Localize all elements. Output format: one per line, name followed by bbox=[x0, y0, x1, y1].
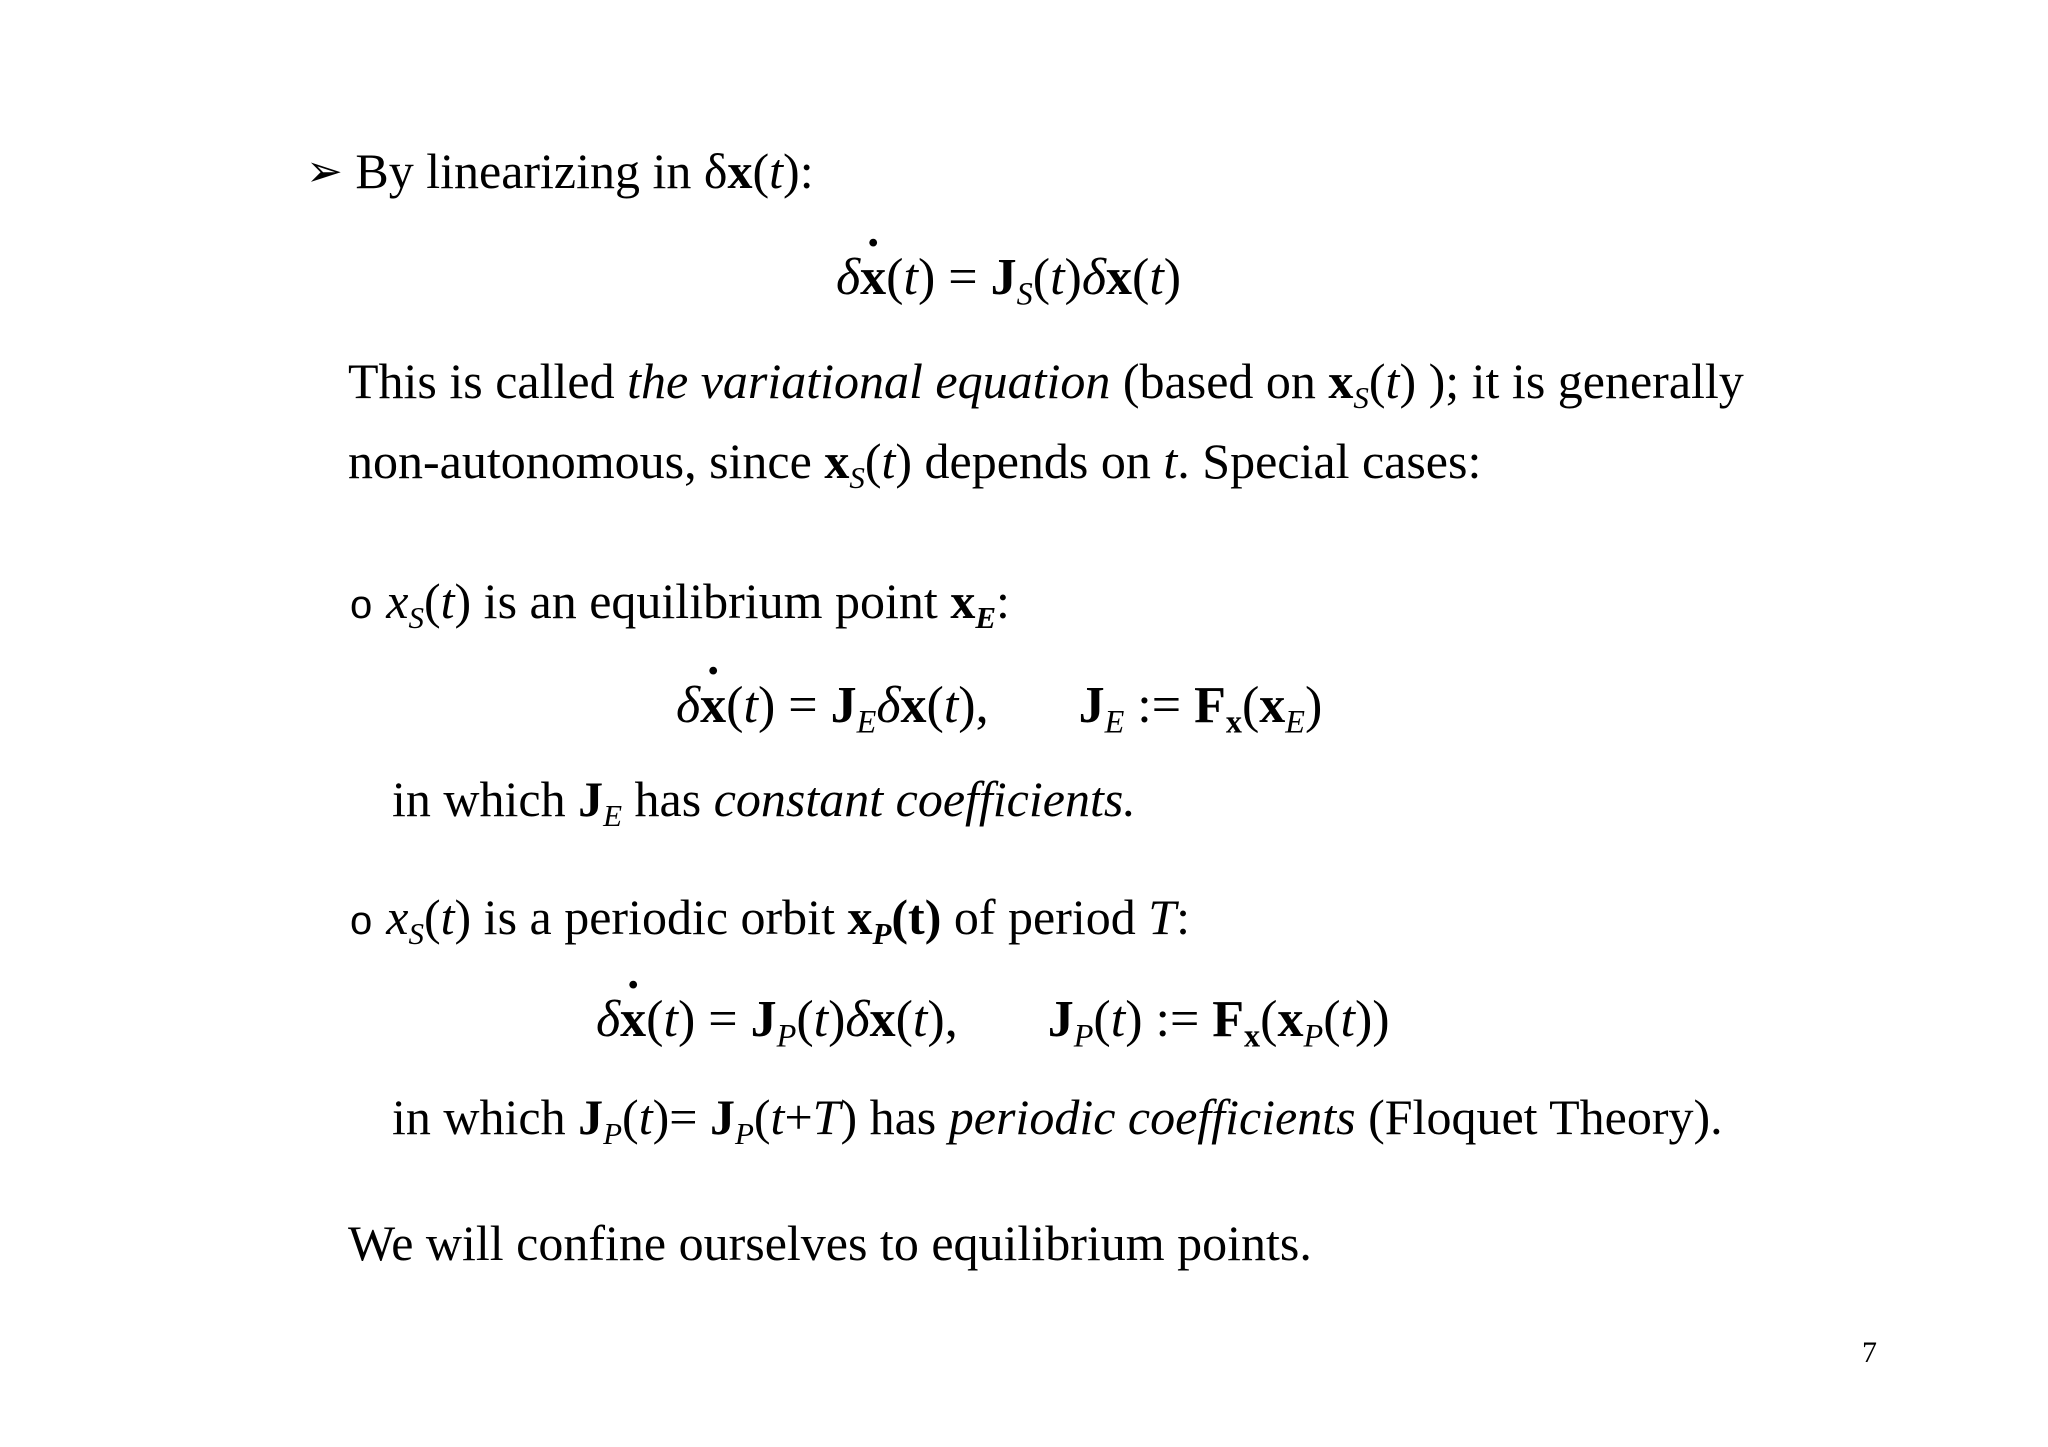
equilibrium-note-italic: constant coefficients. bbox=[713, 771, 1136, 827]
periodic-note-J2: J bbox=[709, 1089, 735, 1145]
periodic-note-a: in which bbox=[392, 1089, 579, 1145]
para1-text-c: ); it is generally bbox=[1416, 353, 1744, 409]
periodic-orbit-t: (t) bbox=[891, 889, 942, 945]
xs-of-t-inline-2: $x_S(t)$ bbox=[824, 433, 913, 495]
periodic-text-b: of period bbox=[941, 889, 1149, 945]
periodic-note-equals: )= bbox=[652, 1089, 710, 1145]
para1-text-a: This is called bbox=[348, 353, 628, 409]
periodic-note-plus: + bbox=[784, 1089, 813, 1145]
periodic-text-a: is a periodic orbit bbox=[471, 889, 848, 945]
periodic-note-T: T bbox=[812, 1089, 841, 1145]
circle-bullet-icon: o bbox=[350, 899, 373, 943]
case-periodic-line bbox=[350, 889, 1190, 951]
heading-line: ➢ By linearizing in δx(t): bbox=[306, 143, 814, 199]
periodic-note-sub1: P bbox=[603, 1115, 623, 1151]
case-equilibrium-line bbox=[350, 573, 1010, 635]
closing-line: We will confine ourselves to equilibrium points. bbox=[348, 1215, 1312, 1271]
periodic-note-end: (Floquet Theory). bbox=[1355, 1089, 1723, 1145]
equilibrium-note-a: in which bbox=[392, 771, 579, 827]
paragraph-line-1 bbox=[348, 353, 1744, 415]
arrow-bullet-icon: ➢ bbox=[306, 146, 343, 197]
equilibrium-text: is an equilibrium point bbox=[471, 573, 951, 629]
variational-equation: δx ˙(t) = $J_S(t)\delta x(t)$ bbox=[836, 252, 1181, 310]
periodic-note-t1: t bbox=[638, 1089, 653, 1145]
xs-of-t-periodic: $x_S(t)$ bbox=[386, 889, 472, 951]
page-number: 7 bbox=[1862, 1336, 1877, 1369]
periodic-period-T: T bbox=[1148, 889, 1177, 945]
equilibrium-point-sub: E bbox=[975, 599, 996, 635]
periodic-equation: δx ˙(t) = $J_P(t)\delta x(t)$, $J_P(t)$ := $Fx(x_P(t))$ bbox=[596, 994, 1390, 1052]
xs-of-t-inline: $x_S(t)$ bbox=[1328, 353, 1417, 415]
circle-bullet-icon: o bbox=[350, 583, 373, 627]
periodic-orbit-x: x bbox=[847, 889, 873, 945]
periodic-note-J1: J bbox=[578, 1089, 604, 1145]
periodic-note-sub2: P bbox=[734, 1115, 754, 1151]
heading-prefix: By linearizing in δ bbox=[355, 143, 728, 199]
paragraph-line-2 bbox=[348, 433, 1482, 495]
equilibrium-note-J: J bbox=[578, 771, 604, 827]
para1-line2-c: . Special cases: bbox=[1177, 433, 1482, 489]
para1-line2-b: depends on bbox=[912, 433, 1164, 489]
para1-line2-t: t bbox=[1163, 433, 1178, 489]
heading-suffix: ): bbox=[783, 143, 814, 199]
periodic-note-paren1: ( bbox=[622, 1089, 639, 1145]
periodic-note bbox=[392, 1089, 1723, 1151]
equilibrium-equation: δx ˙(t) = $J_E\delta x(t)$, $J_E$ := $Fx(x_E)$ bbox=[676, 680, 1322, 738]
para1-italic-term: the variational equation bbox=[627, 353, 1111, 409]
para1-line2-a: non-autonomous, since bbox=[348, 433, 825, 489]
periodic-note-has: ) has bbox=[840, 1089, 949, 1145]
periodic-note-t2: t bbox=[770, 1089, 785, 1145]
equilibrium-note-sub: E bbox=[603, 797, 623, 833]
equilibrium-colon: : bbox=[996, 573, 1010, 629]
equilibrium-note-b: has bbox=[622, 771, 714, 827]
equilibrium-point-x: x bbox=[950, 573, 976, 629]
periodic-orbit-sub: P bbox=[872, 915, 892, 951]
periodic-note-italic: periodic coefficients bbox=[948, 1089, 1356, 1145]
heading-bold-x: x bbox=[727, 143, 753, 199]
xs-of-t: $x_S(t)$ bbox=[386, 573, 472, 635]
para1-text-b: (based on bbox=[1110, 353, 1329, 409]
equilibrium-note bbox=[392, 771, 1136, 833]
heading-t: t bbox=[769, 143, 784, 199]
periodic-note-paren2: ( bbox=[753, 1089, 771, 1145]
periodic-colon: : bbox=[1176, 889, 1190, 945]
